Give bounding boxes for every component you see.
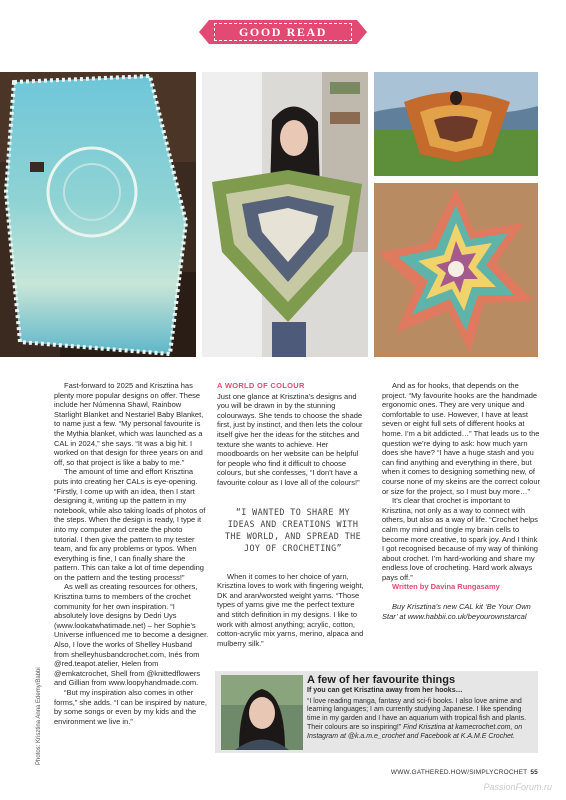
page-number: 55 [530,769,538,776]
paragraph: As well as creating resources for others, Krisztina turns to members of the crochet community for her own inspiration. “I absolutely love designs by Dedri Uys (www.lookatwhatimade.net) – her Sophie’s Universe influenced me to become a designer. Also, I love the works of Shelley Husband from shelleyhusbandcrochet.com, Inés from @red.teapot.atelier, Helen from @emkatcrochet, Shell from @knittedflowers and Gillian from www.loopyhandmade.com. [54,582,209,688]
shawl-photo [202,72,368,357]
landscape-shawl-photo [374,72,538,176]
favourites-quote: “I love reading manga, fantasy and sci-fi books. I also love anime and learning languages; I am currently studying Japanese. I like spending time in my garden and I have an aquarium with tropical fish and plants. Their colours are so inspiring!” [307,697,527,731]
section-banner [209,20,357,44]
star-blanket-photo [374,183,538,357]
portrait-photo [221,675,303,750]
paragraph: When it comes to her choice of yarn, Krisztina loves to work with fingering weight, DK and aran/worsted weight yarns. “Those types of yarns give me the perfect texture and stitch definition in my designs. I like to work with almost anything; acrylic, cotton, cotton-acrylic mix yarns, merino, alpaca and mulberry silk.” [217,571,364,648]
paragraph: And as for hooks, that depends on the project. “My favourite hooks are the handmade ergonomic ones. They are very unique and comfortable to use. However, I have at least seven or eight full sets of different hooks at home. I’m a bit addicted…” That leads us to the question we’re dying to ask: how much yarn does she have? “I have a huge stash and you can find anything and everything in there, but when it comes to designing something new, of course none of my skeins are the correct colour or size for the project, so I must buy more…” [382,381,540,496]
section-heading: A WORLD OF COLOUR [217,381,305,390]
blanket-photo [0,72,196,357]
author-byline: Written by Davina Rungasamy [392,582,500,592]
paragraph: “But my inspiration also comes in other forms,” she adds. “I can be inspired by nature, by some songs or even by my kids and the environment we live in.” [54,688,207,726]
paragraph: It’s clear that crochet is important to Krisztina, not only as a way to connect with others, but also as a way of life. “Crochet helps calm my mind and tingle my brain cells to become more creative, to spark joy. And I think I got recognised because of my way of thinking about crochet. I’m hard-working and share my endless love of crocheting. Hard work always pays off.” [382,496,538,582]
watermark: PassionForum.ru [483,782,552,792]
favourites-text [307,676,533,742]
favourites-body [307,698,533,742]
paragraph: Fast-forward to 2025 and Krisztina has plenty more popular designs on offer. These include her Númenna Shawl, Rainbow Starlight Blanket and Nestariel Baby Blanket, to name just a few. “My personal favourite is the Mythia blanket, which was launched as a CAL in 2024,” she says. “It was a big hit. I worked on that design for three years on and off, so that project is like a baby to me.” [54,381,204,467]
favourites-box [215,671,538,753]
article-column-3 [382,381,540,621]
buy-note: Buy Krisztina’s new CAL kit ‘Be Your Own Star’ at www.habbii.co.uk/beyourownstarcal [382,602,531,621]
article-column-2 [217,381,369,648]
article-column-1 [54,381,209,726]
favourites-subtitle: If you can get Krisztina away from her hooks… [307,686,463,694]
paragraph: Just one glance at Krisztina’s designs and you will be drawn in by the stunning colourways. She tends to choose the shade first, just by instinct, and then lets the colour itself give her the ideas for the stitches and texture she wants to achieve. Her moodboards on her website can be helpful for people who find it difficult to choose colours, but she confesses, “I don’t have a favourite colour as I love all of the colours!” [217,391,363,487]
footer-url[interactable]: WWW.GATHERED.HOW/SIMPLYCROCHET [390,769,528,776]
page-footer [391,769,538,776]
photo-credit: Photos: Krisztina Anna Edemy/Babbi [36,667,42,765]
banner-inner [214,23,352,41]
favourites-find: Find Krisztina at kamecrochet.com, on Instagram at @k.a.m.e_crochet and Facebook at K.A.M.E Crochet. [307,723,523,740]
pull-quote: “I WANTED TO SHARE MY IDEAS AND CREATIONS WITH THE WORLD, AND SPREAD THE JOY OF CROCHETING” [224,506,362,553]
paragraph: The amount of time and effort Krisztina puts into creating her CALs is eye-opening. “Firstly, I come up with an idea, then I start designing it, writing up the pattern in my notebook, while also taking loads of photos of the steps. When the design is ready, I type it into my computer and create the photo tutorial. I then give the pattern to my tester team, and fix any problems or typos. When everything is fine, I can finally share the pattern. This can take a lot of time depending on the pattern and the testing process!” [54,467,206,582]
banner-label: GOOD READ [238,24,328,39]
favourites-title: A few of her favourite things [307,674,456,686]
